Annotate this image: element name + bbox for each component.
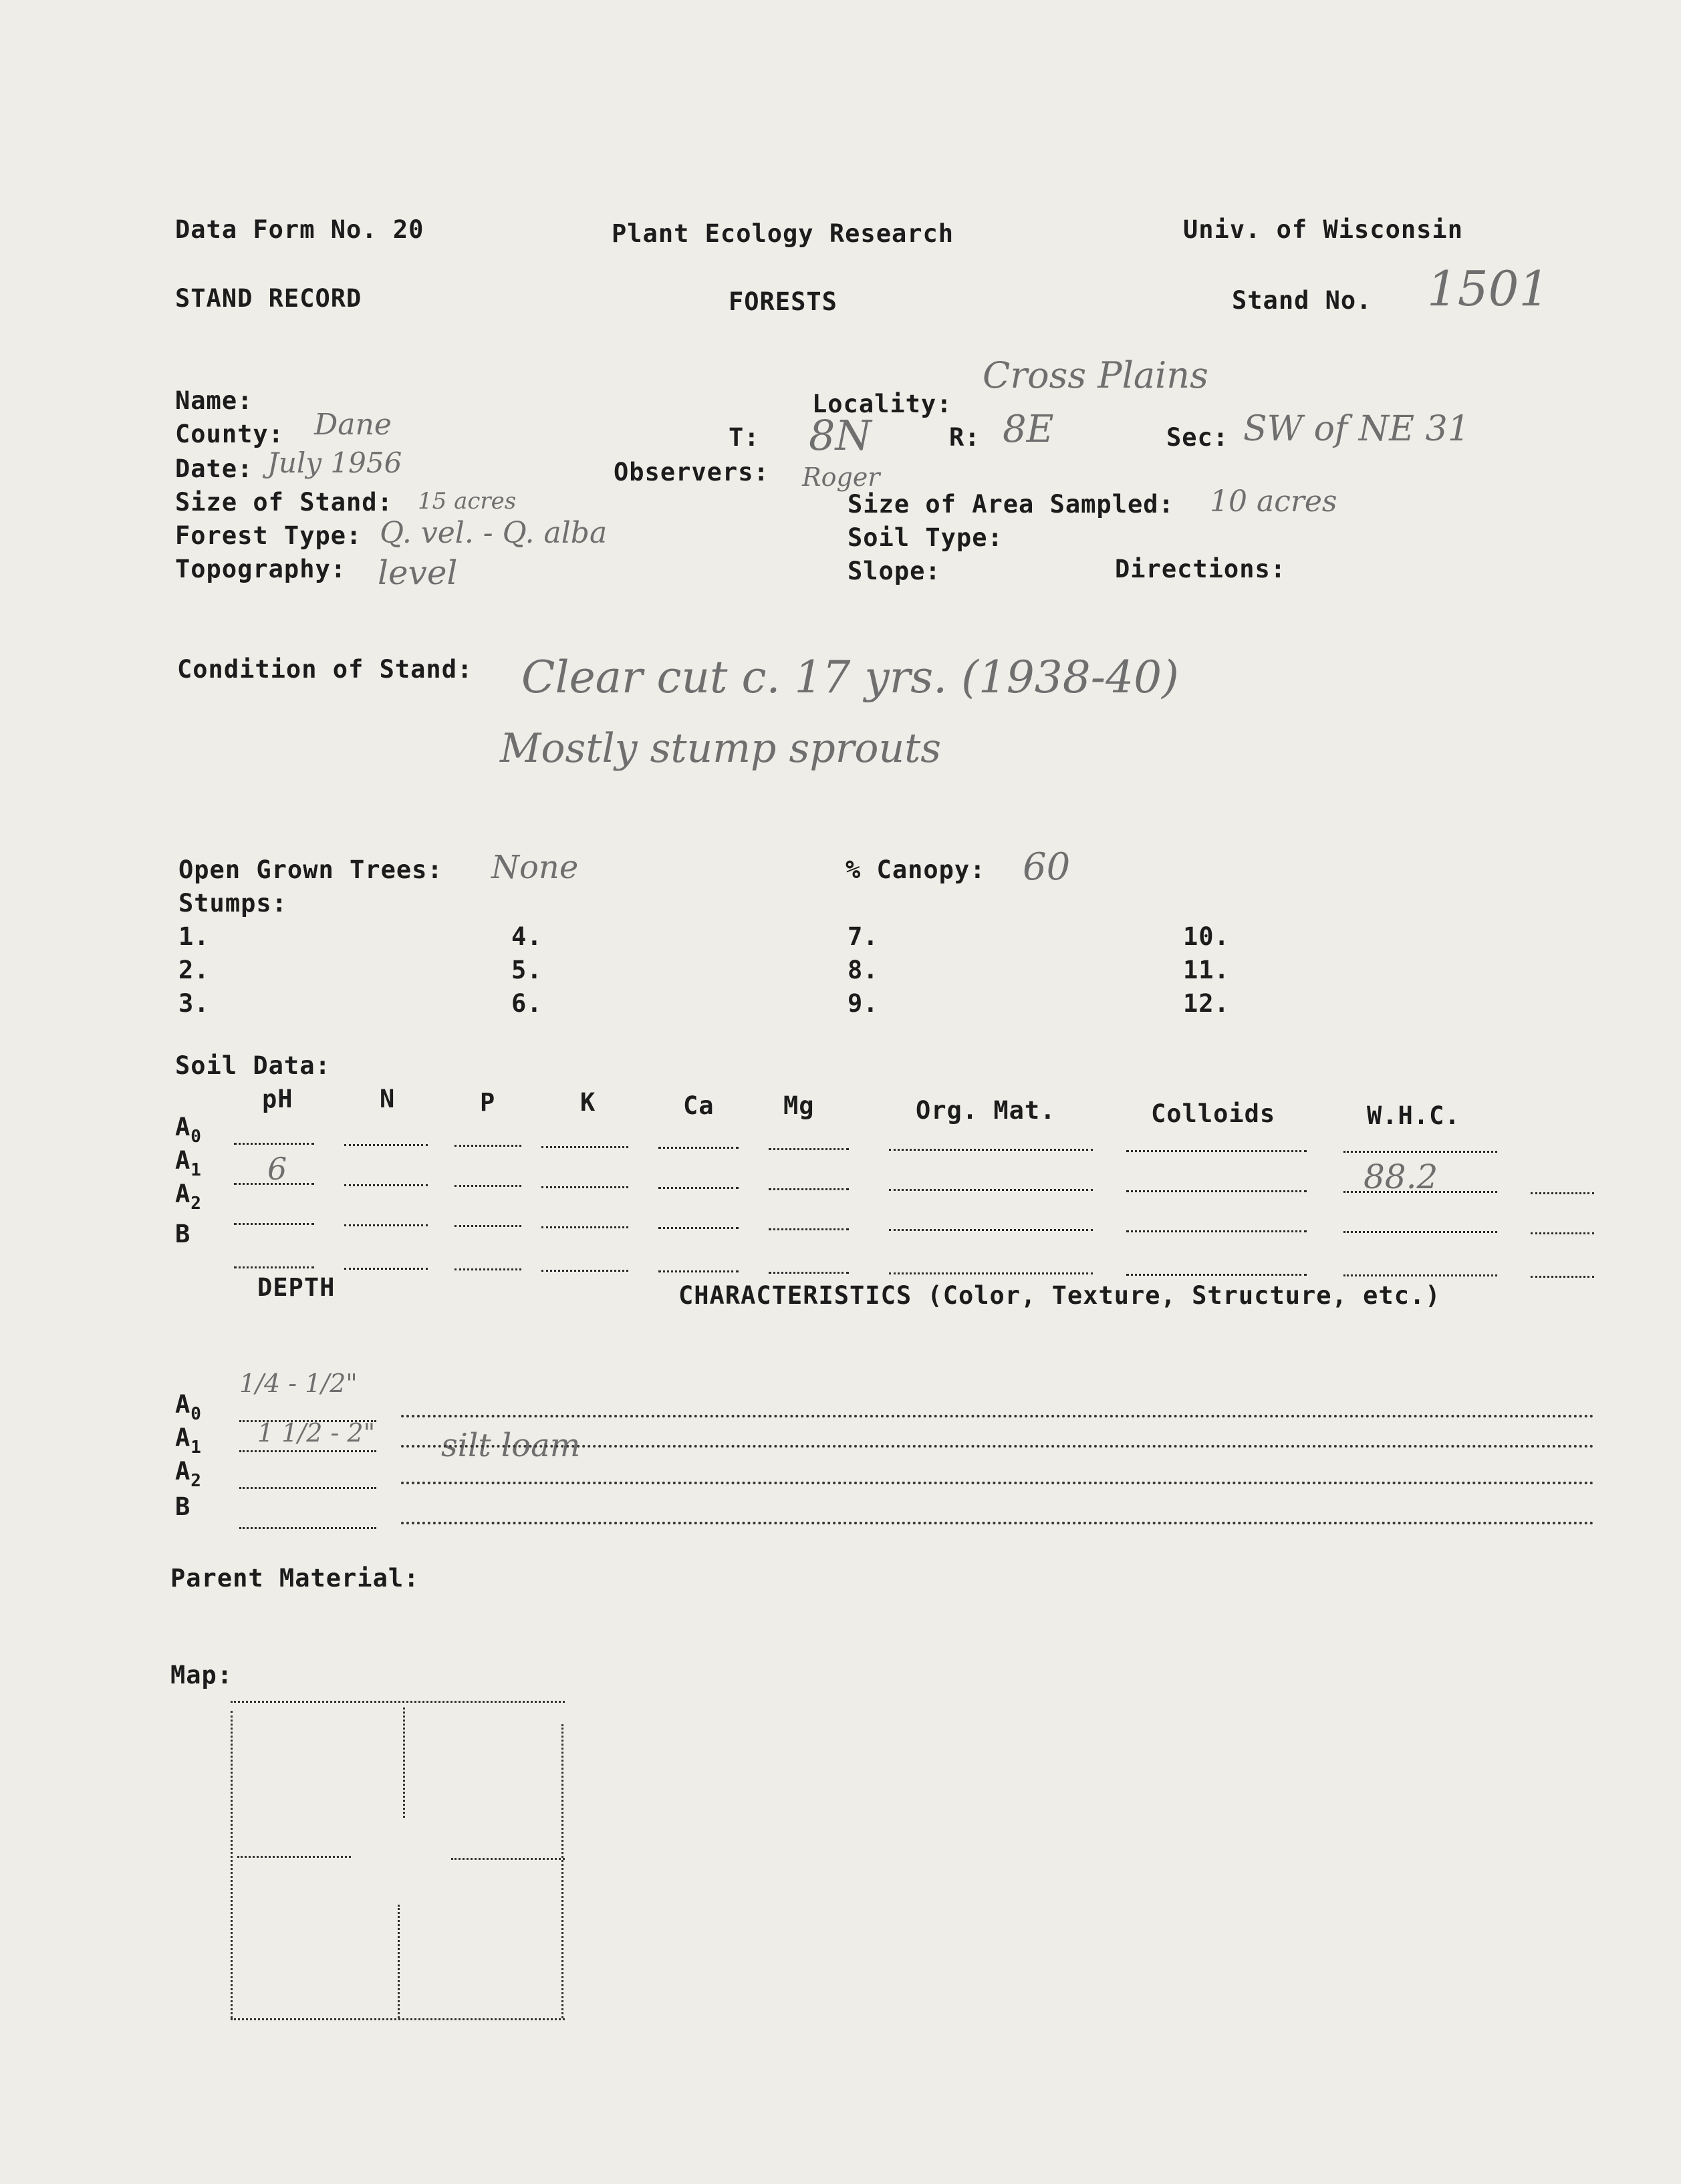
stump-number: 5. (511, 956, 543, 984)
forest-type-value: Q. vel. - Q. alba (380, 516, 608, 550)
depth-header: DEPTH (257, 1273, 336, 1302)
directions-label: Directions: (1115, 555, 1287, 583)
range-label: R: (949, 423, 981, 452)
size-of-stand-label: Size of Stand: (175, 488, 393, 517)
stand-number-value: 1501 (1427, 261, 1550, 317)
map-right-border (561, 1724, 563, 2018)
map-left-border (231, 1711, 233, 2018)
soil-col-n: N (380, 1085, 396, 1113)
characteristics-blank-line (401, 1482, 1594, 1484)
date-label: Date: (175, 454, 253, 483)
soil-blank-line (541, 1270, 628, 1272)
map-label: Map: (170, 1661, 233, 1689)
soil-blank-line (889, 1149, 1093, 1151)
soil-blank-line (234, 1223, 314, 1225)
observers-label: Observers: (614, 458, 769, 487)
soil-blank-line (541, 1226, 628, 1228)
soil-row-label: $A_2$ (175, 1180, 202, 1214)
soil-blank-line (234, 1183, 314, 1185)
record-type: STAND RECORD (175, 284, 362, 313)
canopy-value: 60 (1023, 845, 1071, 889)
map-center-horizontal-left (237, 1856, 351, 1858)
soil-blank-line (1126, 1190, 1307, 1192)
soil-blank-line (1531, 1192, 1594, 1194)
condition-line-2: Mostly stump sprouts (500, 725, 942, 772)
topography-value: level (378, 553, 458, 592)
soil-blank-line (344, 1144, 428, 1146)
depth-blank-line (239, 1450, 376, 1452)
soil-a2-whc-value: 88.2 (1364, 1157, 1438, 1196)
soil-blank-line (889, 1272, 1093, 1274)
soil-a1-ph-value: 6 (267, 1151, 287, 1187)
soil-col-k: K (580, 1088, 596, 1117)
soil-blank-line (455, 1268, 521, 1270)
county-value: Dane (314, 408, 392, 442)
soil-blank-line (1126, 1274, 1307, 1276)
depth-row-label: $A_2$ (175, 1457, 202, 1491)
depth-row-label: B (175, 1492, 191, 1521)
soil-blank-line (455, 1225, 521, 1227)
stump-number: 7. (848, 922, 879, 951)
section-label: Sec: (1166, 423, 1229, 452)
map-center-vertical-bottom (398, 1905, 400, 2018)
soil-blank-line (769, 1148, 849, 1150)
soil-blank-line (1126, 1150, 1307, 1152)
soil-blank-line (344, 1268, 428, 1270)
soil-blank-line (1531, 1232, 1594, 1234)
char-a1-value: silt loam (441, 1427, 581, 1464)
depth-a1-value: 1 1/2 - 2" (257, 1418, 376, 1448)
slope-label: Slope: (848, 557, 941, 585)
soil-col-ca: Ca (683, 1091, 715, 1120)
range-value: 8E (1003, 408, 1054, 451)
soil-blank-line (1343, 1191, 1497, 1193)
stump-number: 3. (178, 989, 210, 1018)
locality-value: Cross Plains (983, 354, 1208, 396)
soil-blank-line (889, 1229, 1093, 1231)
institution-name: Univ. of Wisconsin (1183, 215, 1463, 244)
section-value: SW of NE 31 (1243, 409, 1470, 449)
depth-a0-value: 1/4 - 1/2" (239, 1369, 358, 1398)
stump-number: 9. (848, 989, 879, 1018)
forest-type-label: Forest Type: (175, 521, 362, 550)
depth-blank-line (239, 1420, 376, 1422)
characteristics-blank-line (401, 1445, 1594, 1448)
soil-col-colloids: Colloids (1151, 1099, 1276, 1128)
soil-blank-line (1343, 1231, 1497, 1233)
stump-number: 12. (1183, 989, 1230, 1018)
soil-blank-line (541, 1146, 628, 1148)
stump-number: 6. (511, 989, 543, 1018)
soil-blank-line (1343, 1151, 1497, 1153)
soil-blank-line (455, 1185, 521, 1187)
soil-col-mg: Mg (783, 1091, 815, 1120)
depth-blank-line (239, 1527, 376, 1529)
soil-blank-line (455, 1145, 521, 1147)
size-of-area-value: 10 acres (1210, 485, 1337, 519)
soil-col-whc: W.H.C. (1367, 1101, 1460, 1130)
open-grown-trees-label: Open Grown Trees: (178, 855, 443, 884)
map-center-horizontal-right (451, 1858, 565, 1860)
soil-blank-line (541, 1186, 628, 1188)
program-name: Plant Ecology Research (612, 219, 954, 248)
soil-blank-line (1126, 1230, 1307, 1232)
soil-blank-line (889, 1189, 1093, 1191)
soil-blank-line (234, 1266, 314, 1268)
stand-number-label: Stand No. (1232, 286, 1372, 315)
form-number: Data Form No. 20 (175, 215, 424, 244)
soil-blank-line (1343, 1274, 1497, 1276)
condition-label: Condition of Stand: (177, 655, 473, 684)
soil-row-label: $A_0$ (175, 1113, 202, 1147)
characteristics-blank-line (401, 1522, 1594, 1524)
soil-col-ph: pH (262, 1085, 293, 1113)
soil-blank-line (658, 1147, 739, 1149)
stump-number: 2. (178, 956, 210, 984)
map-center-vertical-top (403, 1708, 405, 1818)
record-category: FORESTS (729, 287, 837, 316)
characteristics-header: CHARACTERISTICS (Color, Texture, Structure, etc.) (678, 1281, 1441, 1310)
township-label: T: (729, 423, 760, 452)
open-grown-trees-value: None (491, 849, 579, 886)
soil-blank-line (658, 1270, 739, 1272)
map-bottom-border (231, 2018, 565, 2020)
map-box (231, 1701, 565, 2020)
stump-number: 10. (1183, 922, 1230, 951)
parent-material-label: Parent Material: (170, 1564, 420, 1593)
soil-blank-line (658, 1187, 739, 1189)
size-of-stand-value: 15 acres (418, 488, 517, 515)
soil-row-label: $A_1$ (175, 1146, 202, 1180)
stump-number: 1. (178, 922, 210, 951)
soil-blank-line (344, 1224, 428, 1226)
locality-label: Locality: (812, 390, 952, 418)
soil-col-org-mat: Org. Mat. (916, 1096, 1056, 1125)
observers-value: Roger (802, 462, 880, 492)
depth-row-label: $A_0$ (175, 1390, 202, 1424)
soil-blank-line (344, 1184, 428, 1186)
soil-data-label: Soil Data: (175, 1051, 331, 1080)
stumps-label: Stumps: (178, 889, 287, 918)
characteristics-blank-line (401, 1415, 1594, 1417)
date-value: July 1956 (267, 446, 402, 479)
size-of-area-label: Size of Area Sampled: (848, 490, 1174, 519)
soil-blank-line (769, 1188, 849, 1190)
soil-row-label: B (175, 1220, 191, 1248)
stump-number: 8. (848, 956, 879, 984)
name-label: Name: (175, 386, 253, 415)
topography-label: Topography: (175, 555, 347, 583)
canopy-label: % Canopy: (846, 855, 986, 884)
soil-blank-line (769, 1228, 849, 1230)
stump-number: 11. (1183, 956, 1230, 984)
soil-blank-line (658, 1227, 739, 1229)
county-label: County: (175, 420, 284, 448)
condition-line-1: Clear cut c. 17 yrs. (1938-40) (521, 652, 1179, 703)
stump-number: 4. (511, 922, 543, 951)
soil-blank-line (1531, 1276, 1594, 1278)
depth-blank-line (239, 1487, 376, 1489)
township-value: 8N (809, 411, 872, 460)
map-top-border (231, 1701, 565, 1703)
soil-col-p: P (480, 1088, 496, 1117)
soil-blank-line (769, 1272, 849, 1274)
soil-type-label: Soil Type: (848, 523, 1003, 552)
depth-row-label: $A_1$ (175, 1423, 202, 1458)
soil-blank-line (234, 1143, 314, 1145)
